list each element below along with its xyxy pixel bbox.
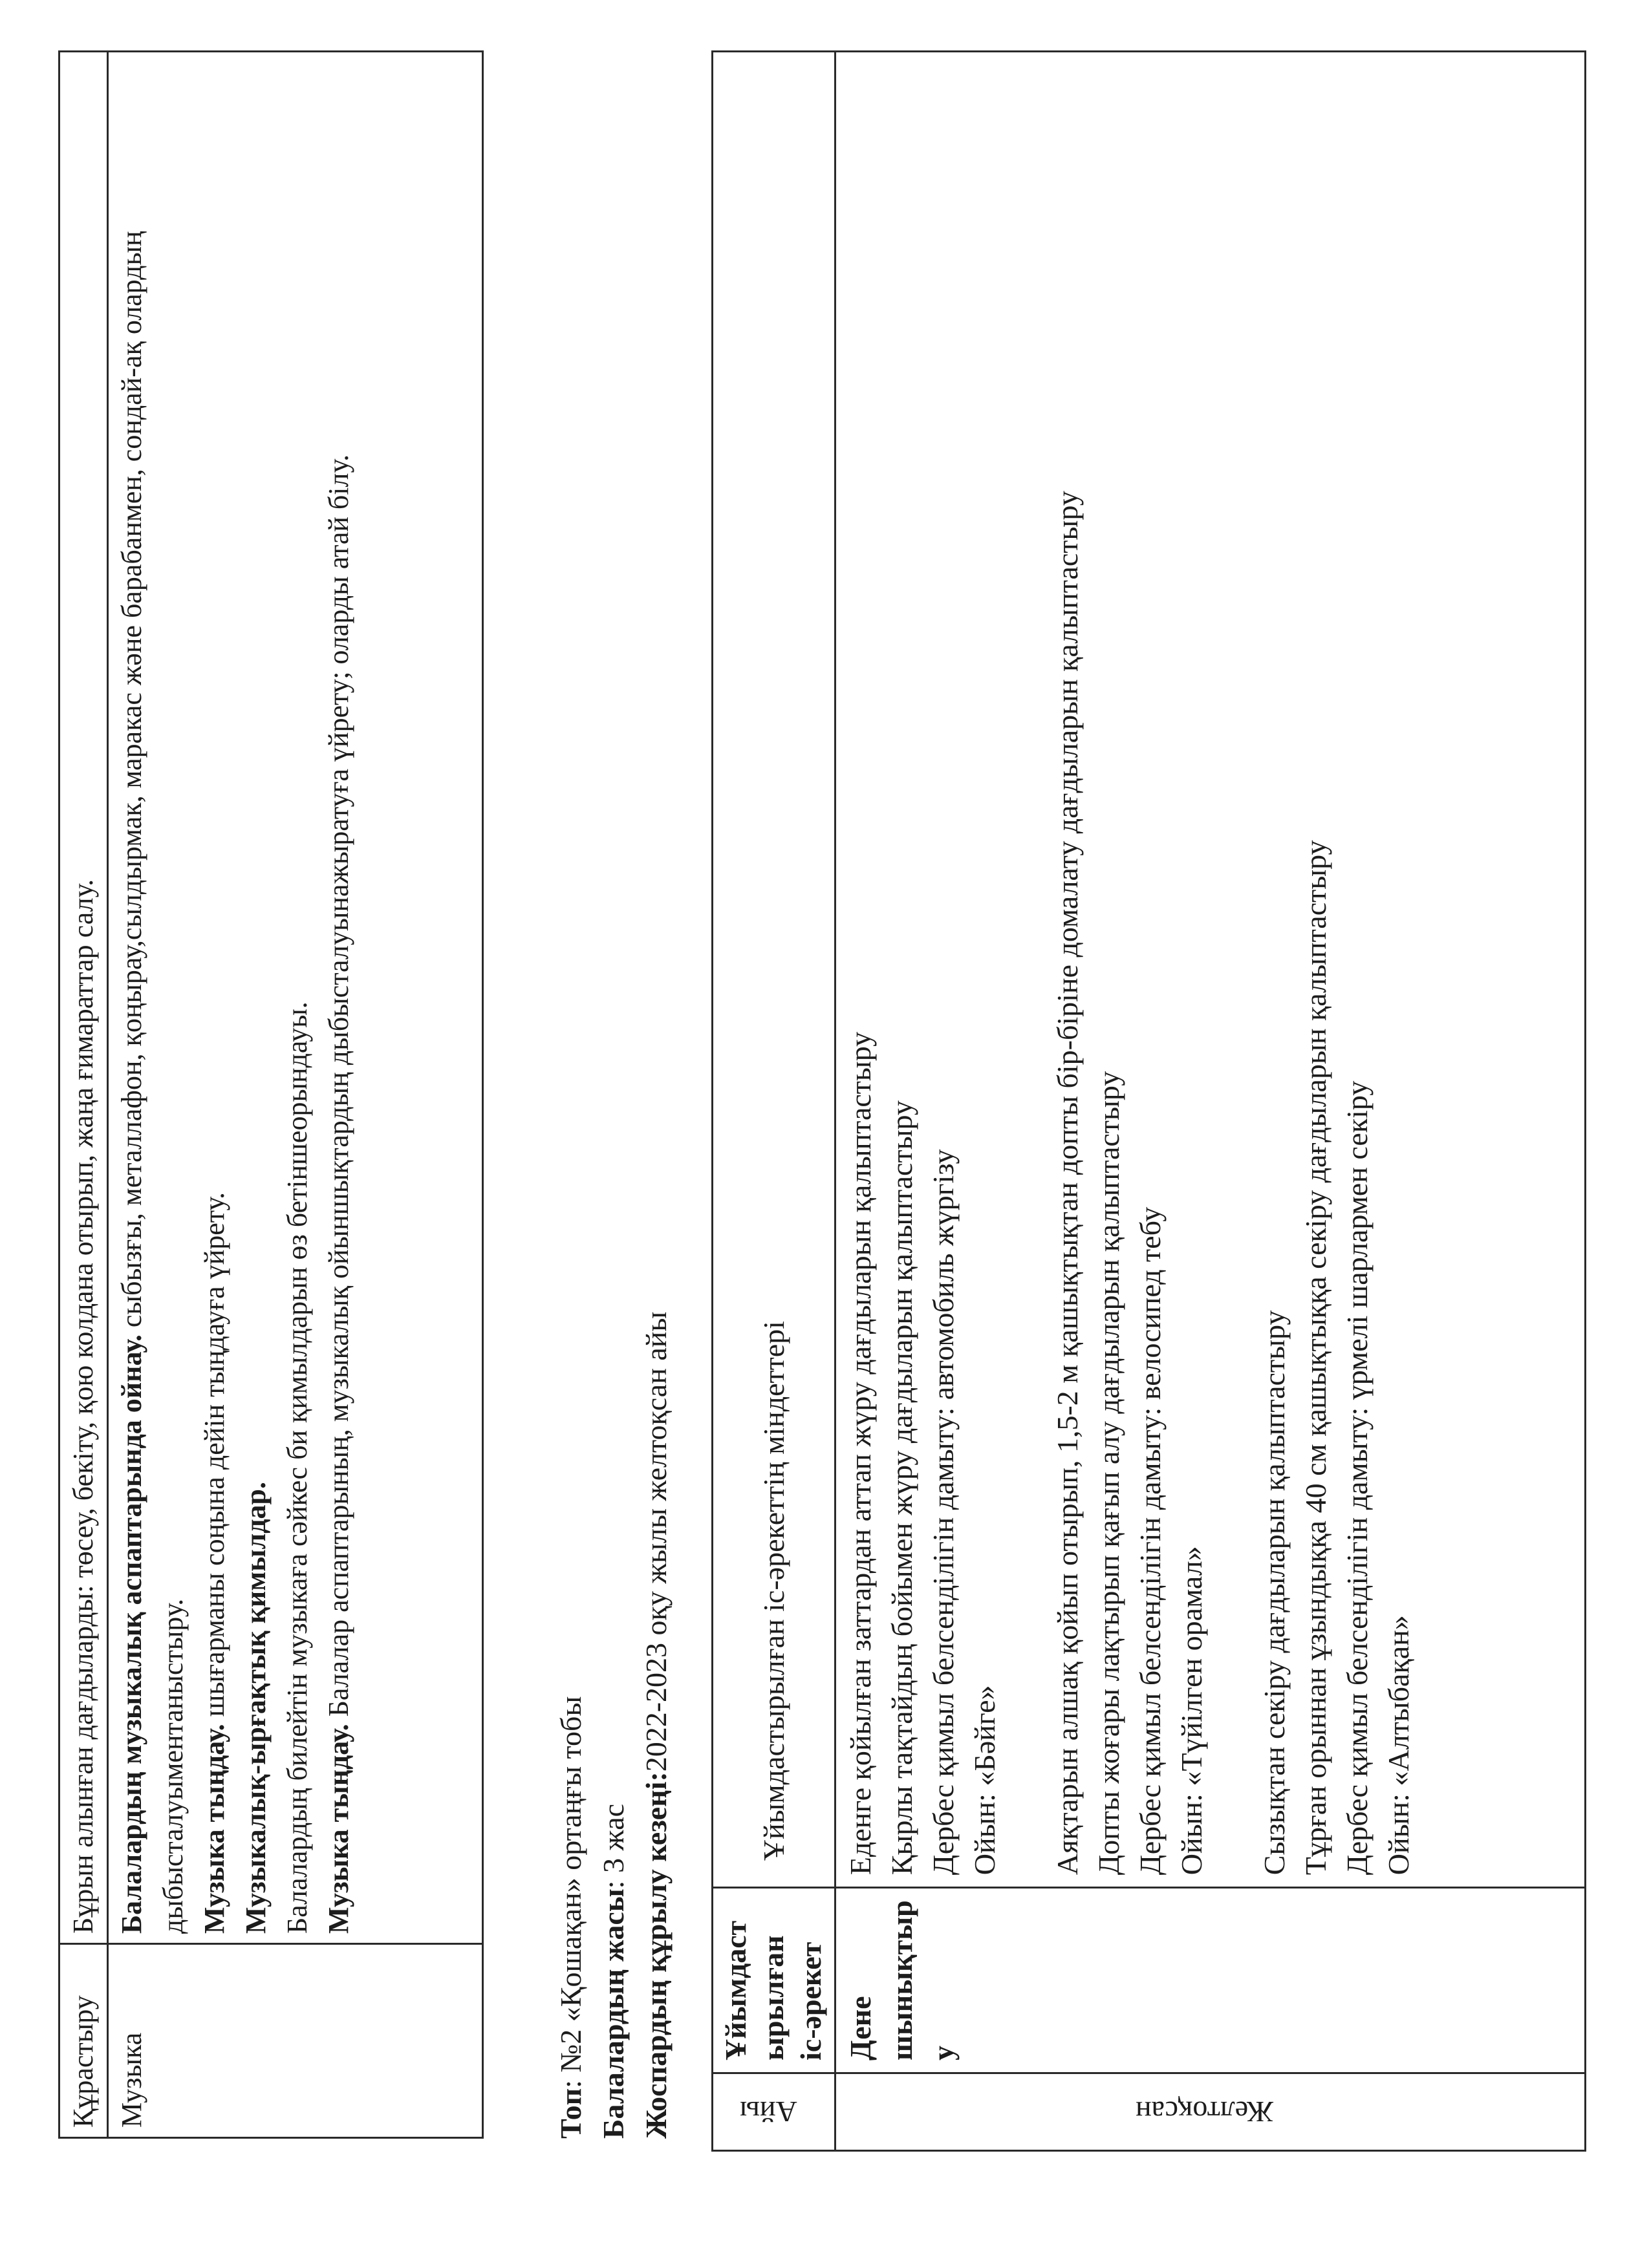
task-line: Еденге қойылған заттардан аттап жүру дағдыларын қалыптастыру — [844, 1031, 877, 1876]
row-content-construction — [59, 52, 108, 1944]
task-group — [1254, 64, 1419, 1875]
task-line: Дербес қимыл белсенділігін дамыту: үрмелі шарлармен секіру — [1341, 1080, 1374, 1876]
row-label-music: Музыка — [108, 1944, 483, 2138]
table-row — [59, 52, 108, 2138]
task-line: Қырлы тақтайдың бойымен жүру дағдыларын қалыптастыру — [885, 1100, 918, 1876]
task-line: Ойын: «Түйілген орамал» — [1175, 1546, 1208, 1876]
task-line: Ойын: «Алтыбақан» — [1382, 1615, 1415, 1876]
activity-cell: Дене шынықтыр у — [835, 1888, 1586, 2073]
task-line: Аяқтарын алшақ қойып отырып, 1,5-2 м қашықтықтан допты бір-біріне домалату дағдыларын қалыптастыру — [1051, 491, 1084, 1876]
task-group — [840, 64, 1006, 1875]
month-cell: Желтоқсан — [835, 2073, 1586, 2151]
task-line: Ойын: «Бәйге» — [968, 1685, 1001, 1876]
task-group — [1047, 64, 1212, 1875]
content-line: Балалардың билейтін музыкаға сәйкес би қимылдарын өз бетіншеорындауы. — [281, 1001, 313, 1934]
content-line: Музыкалық-ырғақтық қимылдар. — [240, 1481, 272, 1934]
period-line: Жоспардың құрылу кезеңі:2022-2023 оқу жылы желтоқсан айы — [640, 1311, 673, 2139]
header-month: Айы — [713, 2073, 835, 2151]
content-line: Балалардың музыкалық аспаптарында ойнау. сыбызғы, металлафон, қоңырау,сылдырмак, маракас және барабанмен, сондай-ақ олардың дыбысталуыментаныстыру. — [116, 231, 189, 1934]
plan-header — [550, 1312, 678, 2139]
table-row — [108, 52, 483, 2138]
header-activity: Ұйымдаст ырылған іс-әрекет — [713, 1888, 835, 2073]
spacer — [1006, 64, 1047, 1875]
task-line: Дербес қимыл белсенділігін дамыту: автомобиль жүргізу — [927, 1149, 960, 1876]
row-content-music — [108, 52, 483, 1944]
tasks-cell — [835, 52, 1586, 1888]
task-line: Дербес қимыл белсенділігін дамыту: велосипед тебу — [1134, 1206, 1167, 1876]
content-line: Бұрын алынған дағдыларды: төсеу, бекіту, қою колдана отырып, жаңа ғимараттар салу. — [67, 879, 99, 1934]
header-tasks: Ұйымдастырылған іс-әрекеттің міндеттері — [713, 52, 835, 1888]
task-line: Сызықтан секіру дағдыларын қалыптастыру — [1258, 1310, 1291, 1876]
content-line: Музыка тыңдау. шығарманы соңына дейін тыңдауға үйрету. — [199, 1192, 230, 1934]
table-row — [835, 52, 1586, 2151]
age-line: Балалардың жасы: 3 жас — [597, 1803, 630, 2139]
row-label-construction: Құрастыру — [59, 1944, 108, 2138]
table-header-row — [713, 52, 835, 2151]
spacer — [1212, 64, 1254, 1875]
content-line: Музыка тыңдау. Балалар аспаптарының, музыкалық ойыншықтардың дыбысталуынажыратуға үйрету; оларды атай білу. — [323, 454, 354, 1934]
top-table — [58, 50, 484, 2139]
task-line: Тұрған орыннан ұзындыққа 40 см қашықтыққа секіру дағдыларын қалыптастыру — [1299, 840, 1332, 1876]
task-line: Допты жоғары лақтырып қағып алу дағдыларын қалыптастыру — [1092, 1071, 1125, 1876]
group-line: Топ: №2 «Қошақан» ортаңғы тобы — [554, 1696, 587, 2139]
plan-table — [711, 50, 1586, 2152]
